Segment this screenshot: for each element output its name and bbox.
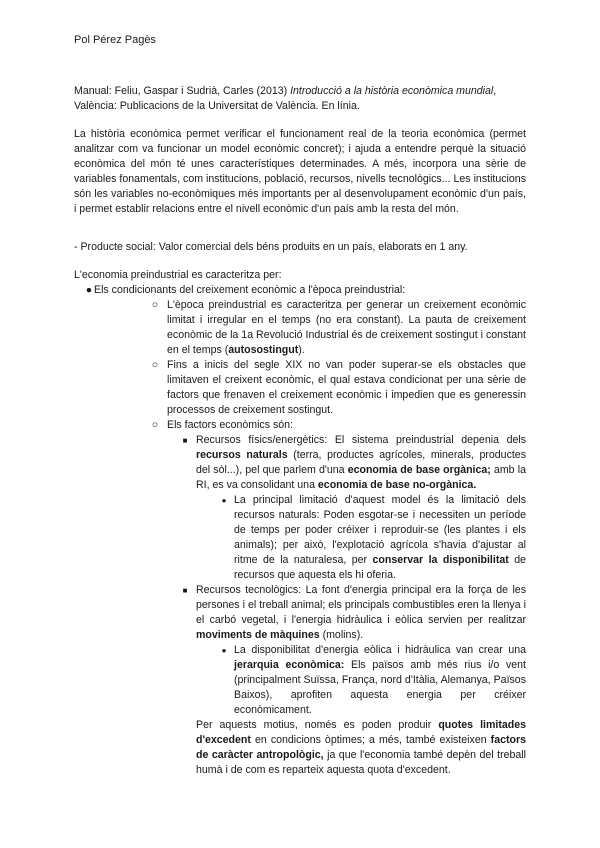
item-text: ja que l'economia també depèn del treball humà i de com es reparteix aquesta quota d'excedent. (196, 749, 526, 776)
conclusion-paragraph (196, 718, 526, 778)
level4-list (218, 643, 526, 718)
condicionants-label: Els condicionants del creixement econòmic a l'època preindustrial: (94, 284, 406, 296)
bullet-disc-icon: ● (221, 646, 227, 655)
item-text: Recursos tecnològics: La font d'energia principal era la força de les persones i el treball animal; els principals combustibles eren la llenya i el carbó vegetal, i l'energia hidràulica i eòlica servien per realitzar (196, 584, 526, 626)
item-text: (terra, productes agrícoles, minerals, productes del sòl...), pel que parlem d'una (196, 449, 526, 476)
bullet-square-icon: ■ (182, 586, 188, 595)
item-bold: quotes limitades d'excedent (196, 719, 526, 746)
item-text: L'època preindustrial es caracteritza per generar un creixement econòmic limitat i irregular en el temps (no era constant). La pauta de creixement econòmic de la 1a Revolució Industrial és de creixement sostingut i constant en el temps ( (167, 299, 526, 356)
bullet-disc-icon: ● (85, 284, 93, 296)
reference-title: Introducció a la història econòmica mundial (290, 85, 494, 97)
intro-paragraph: La història econòmica permet verificar el funcionament real de la teoria econòmica (permet analitzar com va funcionar un model econòmic concret); i ajuda a entendre perquè la situació econòmica del món té unes característiques determinades. A més, incorpora una sèrie de variables fonamentals, com institucions, població, recursos, nivells tecnològics... Les institucions són les variables no-econòmiques més importants per al desenvolupament econòmic d'un país, i permet establir relacions entre el nivell econòmic d'un país amb la resta del món. (74, 128, 526, 215)
item-bold: recursos naturals (196, 449, 288, 461)
bullet-circle-icon: ○ (151, 359, 159, 371)
item-text: Recursos físics/energètics: El sistema preindustrial depenia dels (196, 434, 526, 446)
bullet-circle-icon: ○ (151, 419, 159, 431)
item-text: Per aquests motius, només es poden produir (196, 719, 439, 731)
list-item (218, 643, 526, 718)
item-text: ). (298, 344, 305, 356)
item-bold: economia de base no-orgànica. (317, 479, 477, 491)
reference-prefix: Manual: Feliu, Gaspar i Sudrià, Carles (2013) (74, 85, 291, 97)
economia-preindustrial-heading: L'economia preindustrial es caracteritza per: (74, 269, 282, 281)
reference-paragraph (74, 84, 526, 114)
bullet-disc-icon: ● (221, 496, 227, 505)
item-bold: autosostingut (228, 344, 299, 356)
list-item (179, 583, 526, 778)
factors-label: Els factors econòmics són: (167, 419, 293, 431)
level3-list (179, 433, 526, 778)
level2-list (149, 298, 526, 778)
producte-social-definition: - Producte social: Valor comercial dels béns produits en un país, elaborats en 1 any. (74, 241, 468, 253)
item-bold: factors de caràcter antropològic, (196, 734, 526, 761)
item-text: en condicions òptimes; a més, també existeixen (250, 734, 491, 746)
list-item (149, 418, 526, 778)
level4-list (218, 493, 526, 583)
bullet-circle-icon: ○ (151, 299, 159, 311)
level1-list (74, 283, 526, 778)
item-bold: moviments de màquines (196, 629, 320, 641)
author-name: Pol Pérez Pagès (74, 34, 156, 46)
item-text: de recursos que aquesta els hi oferia. (234, 554, 527, 581)
item-bold: conservar la disponibilitat (372, 554, 509, 566)
item-text: (molins). (319, 629, 364, 641)
reference-suffix: , València: Publicacions de la Universitat de València. En línia. (74, 85, 497, 112)
item-text: amb la RI, es va consolidant una (196, 464, 526, 491)
item-text: Fins a inicis del segle XIX no van poder superar-se els obstacles que limitaven el creixent econòmic, el qual estava condicionat per una sèrie de factors que frenaven el creixement econòmic i impedien que es generessin processos de creixement sostingut. (167, 359, 526, 416)
item-bold: jerarquia econòmica: (234, 659, 345, 671)
list-item (149, 298, 526, 358)
list-item (179, 433, 526, 583)
bullet-square-icon: ■ (182, 436, 188, 445)
list-item (218, 493, 526, 583)
list-item (149, 358, 526, 418)
list-item (74, 283, 526, 778)
item-bold: economia de base orgànica; (347, 464, 491, 476)
item-text: Els països amb més rius i/o vent (principalment Suïssa, França, nord d'Itàlia, Alemanya, Països Baixos), aprofiten aquesta energia per créixer econòmicament. (234, 659, 526, 716)
item-text: La principal limitació d'aquest model és la limitació dels recursos naturals: Poden esgotar-se i necessiten un període de temps per poder créixer i reproduir-se (les plantes i els animals); per això, l'explotació agrícola s'havia d'ajustar al ritme de la naturalesa, per (234, 494, 526, 566)
item-text: La disponibilitat d'energia eòlica i hidràulica van crear una (234, 644, 526, 656)
